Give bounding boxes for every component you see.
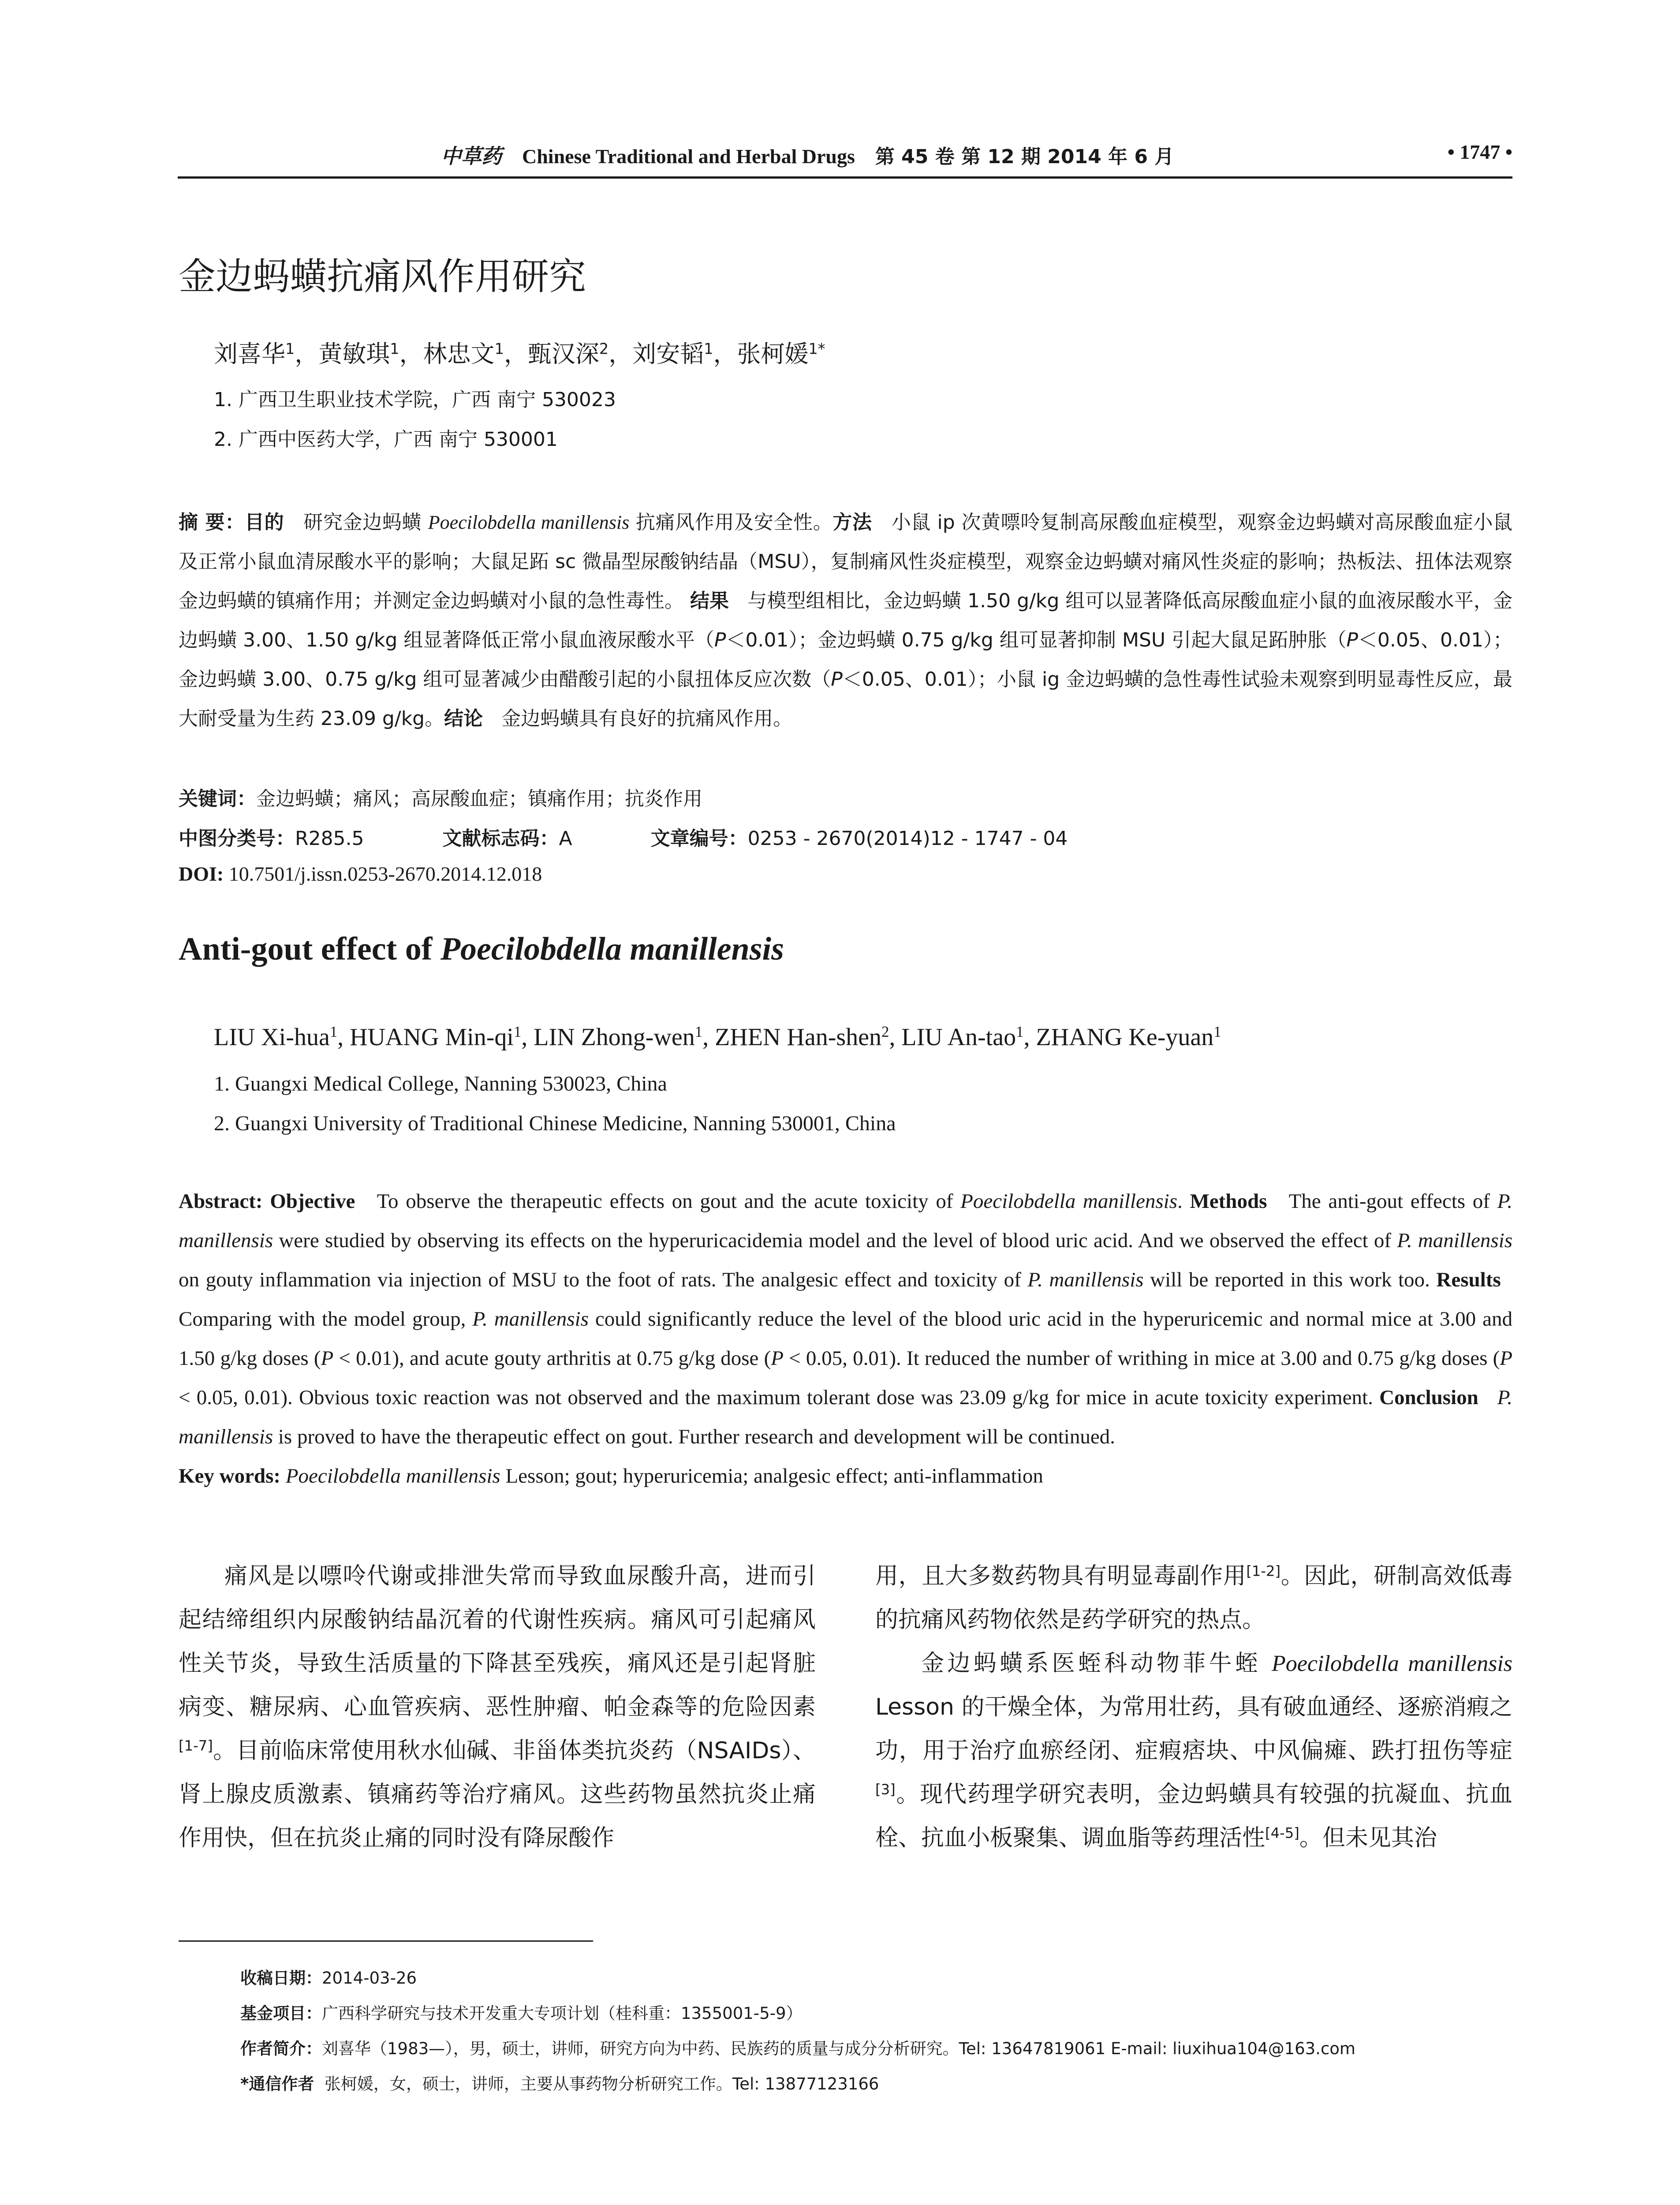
body-paragraph: 金边蚂蟥系医蛭科动物菲牛蛭 Poecilobdella manillensis Lesson 的干燥全体，为常用壮药，具有破血通经、逐瘀消瘕之功，用于治疗血瘀经闭、症瘕痞块、中风偏瘫、跌打扭伤等症[3]。现代药理学研究表明，金边蚂蟥具有较强的抗凝血、抗血栓、抗血小板聚集、调血脂等药理活性[4-5]。但未见其治 xyxy=(875,1650,1513,1851)
objective-en-text: To observe the therapeutic effects on gout and the acute toxicity of Poecilobdella manillensis. xyxy=(377,1190,1183,1213)
running-header xyxy=(441,140,1174,169)
abstract-en-label: Abstract: xyxy=(179,1190,263,1213)
authors-en: LIU Xi-hua$^1$, HUANG Min-$qi^1$, LIN Zhong-wen$^1$, ZHEN Han-shen$^2$, LIU An-tao$^1$, ZHANG Ke-yuan$^1$ xyxy=(214,1023,1221,1051)
keywords-en-label: Key words: xyxy=(179,1465,281,1487)
abstract-cn xyxy=(179,503,1512,738)
classification-line xyxy=(179,822,1068,851)
abstract-cn-label: 摘 要： xyxy=(179,511,245,534)
footnote-author xyxy=(240,2035,1355,2059)
footnote-fund xyxy=(240,2000,803,2024)
clc-value: R285.5 xyxy=(295,827,364,850)
received-label: 收稿日期： xyxy=(240,1969,322,1988)
methods-text: 小鼠 ip 次黄嘌呤复制高尿酸血症模型，观察金边蚂蟥对高尿酸血症小鼠及正常小鼠血清尿酸水平的影响；大鼠足跖 sc 微晶型尿酸钠结晶（MSU），复制痛风性炎症模型，观察金边蚂蟥对痛风性炎症的影响；热板法、扭体法观察金边蚂蟥的镇痛作用；并测定金边蚂蟥对小鼠的急性毒性。 xyxy=(179,511,1512,612)
body-column-right xyxy=(875,1555,1512,1860)
doi-label: DOI: xyxy=(179,863,224,885)
keywords-cn-text: 金边蚂蟥；痛风；高尿酸血症；镇痛作用；抗炎作用 xyxy=(256,788,702,810)
header-rule xyxy=(178,176,1512,179)
doi-line xyxy=(179,862,542,886)
article-no-value: 0253 - 2670(2014)12 - 1747 - 04 xyxy=(747,827,1068,850)
footnote-rule xyxy=(179,1940,593,1942)
body-paragraph: 痛风是以嘌呤代谢或排泄失常而导致血尿酸升高，进而引起结缔组织内尿酸钠结晶沉着的代谢性疾病。痛风可引起痛风性关节炎，导致生活质量的下降甚至残疾，痛风还是引起肾脏病变、糖尿病、心血管疾病、恶性肿瘤、帕金森等的危险因素[1-7]。目前临床常使用秋水仙碱、非甾体类抗炎药（NSAIDs）、肾上腺皮质激素、镇痛药等治疗痛风。这些药物虽然抗炎止痛作用快，但在抗炎止痛的同时没有降尿酸作 xyxy=(179,1563,816,1851)
doc-code-value: A xyxy=(559,827,572,850)
clc-label: 中图分类号： xyxy=(179,827,295,850)
keywords-cn-label: 关键词： xyxy=(179,788,256,810)
results-label: 结果 xyxy=(690,590,729,612)
results-en-text: Comparing with the model group, P. manillensis could significantly reduce the level of the blood uric acid in the hyperuricemic and normal mice at 3.00 and 1.50 g/kg doses (P < 0.01), and acute gouty arthritis at 0.75 g/kg dose (P < 0.05, 0.01). It reduced the number of writhing in mice at 3.00 and 0.75 g/kg doses (P < 0.05, 0.01). Obvious toxic reaction was not observed and the maximum tolerant dose was 23.09 g/kg for mice in acute toxicity experiment. xyxy=(179,1308,1513,1409)
body-paragraph: 用，且大多数药物具有明显毒副作用[1-2]。因此，研制高效低毒的抗痛风药物依然是药学研究的热点。 xyxy=(875,1562,1512,1633)
author-bio-text: 刘喜华（1983—），男，硕士，讲师，研究方向为中药、民族药的质量与成分分析研究。Tel: 13647819061 E-mail: liuxihua104@163.com xyxy=(322,2039,1355,2058)
conclusion-label: 结论 xyxy=(444,707,483,730)
fund-label: 基金项目： xyxy=(240,2004,322,2023)
title-en: Anti-gout effect of Poecilobdella manillensis xyxy=(179,931,784,967)
doi-value: 10.7501/j.issn.0253-2670.2014.12.018 xyxy=(228,863,542,885)
methods-label: 方法 xyxy=(833,511,872,534)
footnote-received xyxy=(240,1965,417,1988)
objective-label: 目的 xyxy=(244,511,284,534)
conclusion-en-text: P. manillensis is proved to have the therapeutic effect on gout. Further research and development will be continued. xyxy=(179,1386,1513,1448)
results-en-label: Results xyxy=(1436,1268,1501,1291)
fund-text: 广西科学研究与技术开发重大专项计划（桂科重：1355001-5-9） xyxy=(322,2004,803,2023)
keywords-cn xyxy=(179,783,702,811)
doc-code-label: 文献标志码： xyxy=(442,827,559,850)
methods-en-text: The anti-gout effects of P. manillensis were studied by observing its effects on the hyperuricacidemia model and the level of blood uric acid. And we observed the effect of P. manillensis on gouty inflammation via injection of MSU to the foot of rats. The analgesic effect and toxicity of P. manillensis will be reported in this work too. xyxy=(179,1190,1513,1291)
affiliation-cn-1: 1. 广西卫生职业技术学院，广西 南宁 530023 xyxy=(214,389,616,411)
authors-cn: 刘喜华$^1$，黄敏琪$^1$，林忠文$^1$，甄汉深$^2$，刘安韬$^1$，张柯媛$^{1*}$ xyxy=(214,340,825,368)
title-cn: 金边蚂蟥抗痛风作用研究 xyxy=(179,255,586,298)
affiliation-en-2: 2. Guangxi University of Traditional Chinese Medicine, Nanning 530001, China xyxy=(214,1112,896,1135)
affiliation-en-1: 1. Guangxi Medical College, Nanning 530023, China xyxy=(214,1072,667,1095)
objective-en-label: Objective xyxy=(270,1190,355,1213)
footnote-corresponding xyxy=(240,2070,879,2094)
author-bio-label: 作者简介： xyxy=(240,2039,322,2058)
journal-name-cn: 中草药 xyxy=(441,145,502,168)
journal-name-en: Chinese Traditional and Herbal Drugs xyxy=(522,145,855,168)
keywords-en-text: Poecilobdella manillensis Lesson; gout; hyperuricemia; analgesic effect; anti-inflammation xyxy=(285,1465,1043,1487)
conclusion-en-label: Conclusion xyxy=(1379,1386,1478,1409)
affiliation-cn-2: 2. 广西中医药大学，广西 南宁 530001 xyxy=(214,428,558,451)
conclusion-text: 金边蚂蟥具有良好的抗痛风作用。 xyxy=(501,707,793,730)
corresponding-text: 张柯媛，女，硕士，讲师，主要从事药物分析研究工作。Tel: 13877123166 xyxy=(324,2074,879,2093)
abstract-en xyxy=(179,1182,1512,1496)
body-column-left xyxy=(179,1555,816,1860)
results-text: 与模型组相比，金边蚂蟥 1.50 g/kg 组可以显著降低高尿酸血症小鼠的血液尿酸水平，金边蚂蟥 3.00、1.50 g/kg 组显著降低正常小鼠血液尿酸水平（P＜0.01）；金边蚂蟥 0.75 g/kg 组可显著抑制 MSU 引起大鼠足跖肿胀（P＜0.05、0.01）；金边蚂蟥 3.00、0.75 g/kg 组可显著减少由醋酸引起的小鼠扭体反应次数（P＜0.05、0.01）；小鼠 ig 金边蚂蟥的急性毒性试验未观察到明显毒性反应，最大耐受量为生药 23.09 g/kg。 xyxy=(179,590,1513,730)
keywords-en xyxy=(179,1457,1512,1496)
page-number: • 1747 • xyxy=(1447,141,1512,163)
article-no-label: 文章编号： xyxy=(650,827,748,850)
journal-issue: 第 45 卷 第 12 期 2014 年 6 月 xyxy=(875,146,1174,168)
corresponding-label: *通信作者 xyxy=(240,2074,314,2093)
methods-en-label: Methods xyxy=(1190,1190,1267,1213)
received-date: 2014-03-26 xyxy=(322,1969,417,1988)
objective-text: 研究金边蚂蟥 Poecilobdella manillensis 抗痛风作用及安全性。 xyxy=(303,511,833,534)
